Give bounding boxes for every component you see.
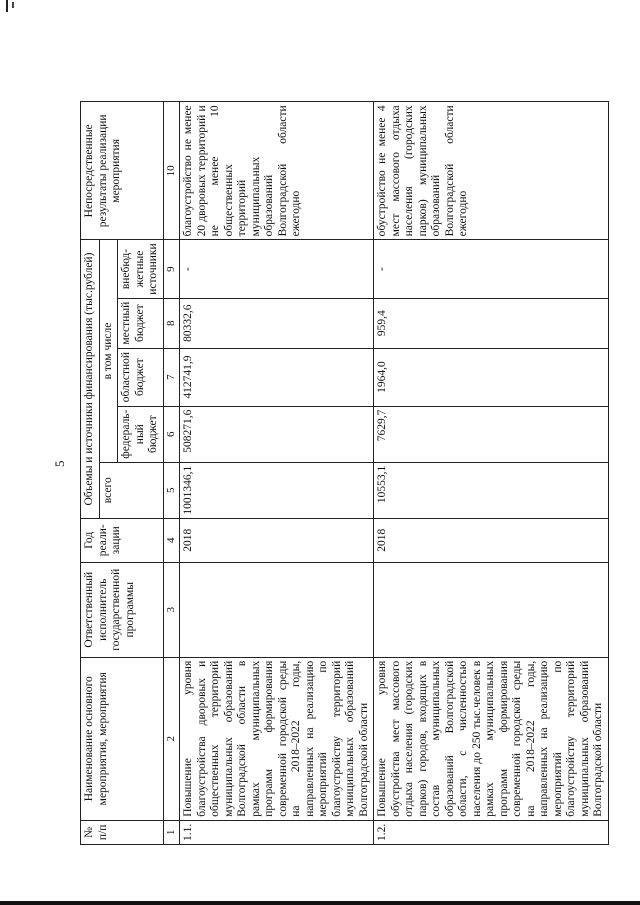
- col-number: 3: [163, 562, 180, 657]
- row-executor: [180, 562, 374, 657]
- row-year: 2018: [374, 518, 609, 562]
- program-table: [80, 101, 609, 845]
- row-name: Повышение уровня благоустройства дворовых и общественных территорий муниципальных образований Волгоградской области в рамках муниципальных программ формирования современной городской среды на 2018–2022 годы, направленных на реализацию мероприятий по благоустройству территорий муниципальных образований Волгоградской области: [180, 657, 374, 820]
- col-number: 5: [163, 462, 180, 518]
- header-incl: в том числе: [99, 240, 118, 462]
- row-extra: -: [374, 240, 609, 298]
- row-year: 2018: [180, 518, 374, 562]
- row-reg: 1964,0: [374, 348, 609, 406]
- col-number: 7: [163, 348, 180, 406]
- row-result: благоустройство не менее 20 дворовых территорий и не менее 10 общественных территорий муниципальных образований Волгоградской области ежегодно: [180, 102, 374, 240]
- scan-corner-mark-2: [12, 2, 14, 8]
- row-result: обустройство не менее 4 мест массового отдыха населения (городских парков) муниципальных образований Волгоградской области ежегодно: [374, 102, 609, 240]
- col-number: 2: [163, 657, 180, 820]
- row-fed: 508271,6: [180, 406, 374, 462]
- row-fed: 7629,7: [374, 406, 609, 462]
- col-number: 10: [163, 102, 180, 240]
- row-executor: [374, 562, 609, 657]
- row-reg: 412741,9: [180, 348, 374, 406]
- row-loc: 959,4: [374, 298, 609, 348]
- page-number: 5: [52, 460, 67, 467]
- col-number: 4: [163, 518, 180, 562]
- header-funding: Объемы и источники финансирования (тыс.рублей): [81, 240, 100, 518]
- col-number: 9: [163, 240, 180, 298]
- row-total: 10553,1: [374, 462, 609, 518]
- col-number: 8: [163, 298, 180, 348]
- header-executor: Ответственный исполнитель государственной программы: [81, 562, 164, 657]
- header-row-1: [81, 102, 100, 845]
- col-number: 6: [163, 406, 180, 462]
- header-loc: местный бюджет: [118, 298, 164, 348]
- col-number: 1: [163, 820, 180, 844]
- column-number-row: [163, 102, 180, 845]
- row-total: 1001346,1: [180, 462, 374, 518]
- row-num: 1.1.: [180, 820, 374, 844]
- row-loc: 80332,6: [180, 298, 374, 348]
- scan-edge-mark: [0, 901, 640, 905]
- header-result: Непосредственные результаты реализации мероприятия: [81, 102, 164, 240]
- scan-corner-mark: [6, 0, 8, 12]
- header-fed: федераль-ный бюджет: [118, 406, 164, 462]
- header-year: Год реали-зации: [81, 518, 164, 562]
- row-num: 1.2.: [374, 820, 609, 844]
- table-row: [374, 102, 609, 845]
- header-reg: областной бюджет: [118, 348, 164, 406]
- header-num: № п/п: [81, 820, 164, 844]
- row-name: Повышение уровня обустройства мест массового отдыха населения (городских парков) городов, входящих в состав муниципальных образований Волгоградской области, с численностью населения до 250 тыс.человек в рамках муниципальных программ формирования современной городской среды на 2018–2022 годы, направленных на реализацию мероприятий по благоустройству территорий муниципальных образований Волгоградской области: [374, 657, 609, 820]
- header-extra: внебюд-жетные источники: [118, 240, 164, 298]
- header-name: Наименование основного мероприятия, мероприятия: [81, 657, 164, 820]
- header-total: всего: [99, 462, 163, 518]
- table-row: [180, 102, 374, 845]
- row-extra: -: [180, 240, 374, 298]
